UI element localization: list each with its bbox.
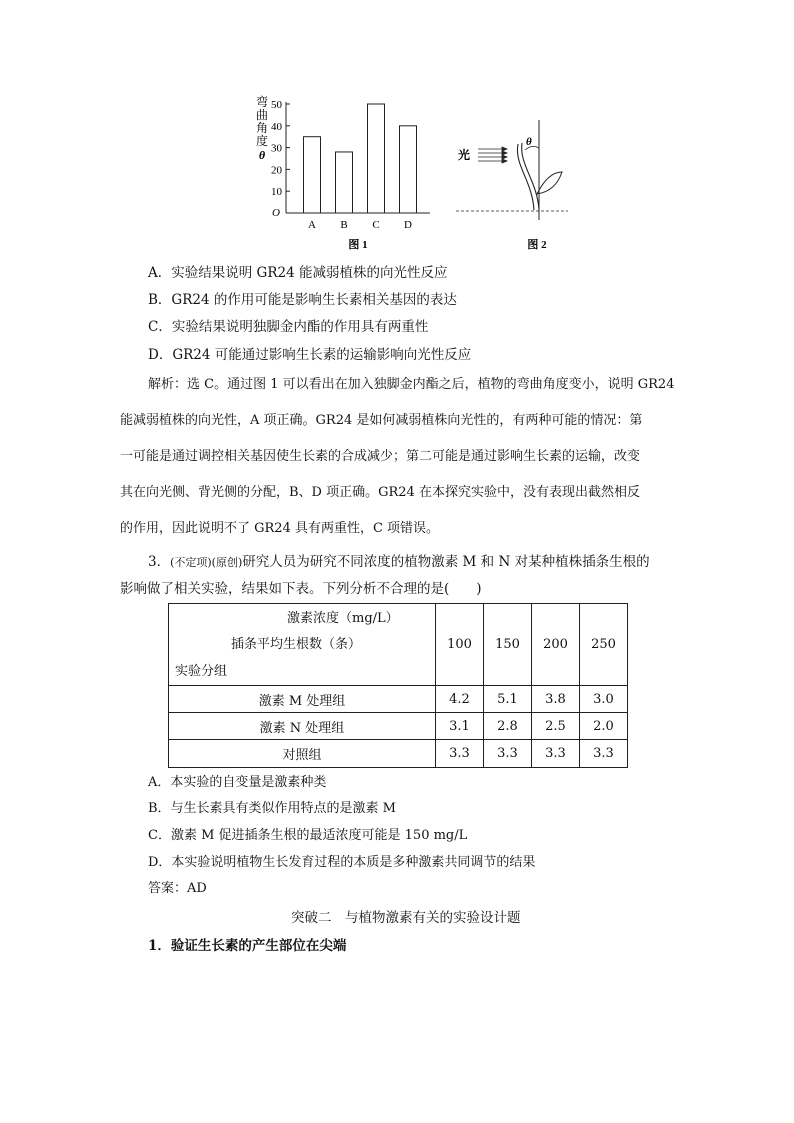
row-label: 激素 N 处理组 — [169, 713, 436, 740]
q2-option-b: B．GR24 的作用可能是影响生长素相关基因的表达 — [148, 292, 457, 308]
table-cell: 3.3 — [484, 740, 532, 768]
table-cell: 3.8 — [532, 686, 580, 713]
table-cell: 3.0 — [580, 686, 628, 713]
plant-stem-edge — [522, 143, 539, 210]
column-header: 150 — [484, 604, 532, 686]
figure-2-diagram — [452, 110, 577, 260]
q3-option-c: C．激素 M 促进插条生根的最适浓度可能是 150 mg/L — [148, 828, 468, 843]
bar-a — [304, 137, 321, 213]
analysis-line-5: 的作用，因此说明不了 GR24 具有两重性，C 项错误。 — [120, 521, 440, 536]
q3-text-1: 研究人员为研究不同浓度的植物激素 M 和 N 对某种植株插条生根的 — [242, 554, 650, 570]
analysis-text-1: 通过图 1 可以看出在加入独脚金内酯之后，植物的弯曲角度变小，说明 GR24 — [227, 377, 675, 392]
column-header: 100 — [436, 604, 484, 686]
table-row — [169, 686, 628, 713]
section-item-1: 1．验证生长素的产生部位在尖端 — [148, 938, 347, 954]
q3-option-d: D．本实验说明植物生长发育过程的本质是多种激素共同调节的结果 — [148, 855, 536, 870]
header-rootcount-label: 插条平均生根数（条） — [231, 637, 362, 652]
table-cell: 3.3 — [580, 740, 628, 768]
table-header-diagonal — [169, 604, 436, 686]
x-tick-label: A — [308, 219, 316, 231]
analysis-line-4: 其在向光侧、背光侧的分配，B、D 项正确。GR24 在本探究实验中，没有表现出截然相反 — [120, 485, 640, 500]
header-concentration-label: 激素浓度（mg/L） — [287, 611, 399, 626]
light-arrows — [478, 147, 507, 163]
x-tick-label: D — [404, 219, 412, 231]
q2-option-a: A．实验结果说明 GR24 能减弱植株的向光性反应 — [148, 265, 448, 281]
q3-stem-line-1 — [148, 550, 650, 570]
y-tick-label: 30 — [271, 142, 282, 155]
bar-d — [400, 126, 417, 213]
table-cell: 3.1 — [436, 713, 484, 740]
plant-stem — [517, 144, 534, 210]
bar-c — [368, 104, 385, 213]
analysis-line-1 — [148, 373, 674, 392]
origin-label: O — [272, 207, 280, 219]
q3-option-b: B．与生长素具有类似作用特点的是激素 M — [148, 801, 396, 816]
plant-leaf — [537, 172, 562, 194]
table-cell: 2.5 — [532, 713, 580, 740]
y-axis-label — [256, 94, 268, 162]
figure-1-bar-chart — [250, 90, 440, 260]
table-header-row — [169, 604, 628, 686]
bar-b — [336, 152, 353, 213]
ylabel-theta: θ — [258, 148, 266, 162]
section-title: 突破二 与植物激素有关的实验设计题 — [291, 910, 521, 926]
light-label: 光 — [458, 148, 471, 162]
table-cell: 3.3 — [532, 740, 580, 768]
q3-tag: (不定项)(原创) — [170, 556, 243, 569]
table-cell: 4.2 — [436, 686, 484, 713]
q3-stem-line-2: 影响做了相关实验，结果如下表。下列分析不合理的是( ) — [120, 581, 482, 597]
y-tick-label: 50 — [271, 99, 282, 111]
ylabel-char-2: 曲 — [255, 108, 269, 122]
row-label: 激素 M 处理组 — [169, 686, 436, 713]
table-row — [169, 740, 628, 768]
q3-data-table — [168, 603, 628, 768]
ylabel-char-3: 角 — [255, 121, 269, 135]
table-cell: 2.8 — [484, 713, 532, 740]
ylabel-char-4: 度 — [255, 134, 269, 148]
table-cell: 3.3 — [436, 740, 484, 768]
header-group-label: 实验分组 — [175, 664, 228, 679]
q2-option-c: C．实验结果说明独脚金内酯的作用具有两重性 — [148, 319, 429, 335]
figure-2-caption: 图 2 — [527, 239, 547, 251]
q3-option-a: A．本实验的自变量是激素种类 — [148, 775, 327, 790]
table-row — [169, 713, 628, 740]
column-header: 200 — [532, 604, 580, 686]
theta-label: θ — [526, 136, 532, 148]
x-tick-label: C — [372, 219, 380, 231]
q2-option-d: D．GR24 可能通过影响生长素的运输影响向光性反应 — [148, 347, 472, 363]
table-cell: 2.0 — [580, 713, 628, 740]
figure-1-caption: 图 1 — [348, 239, 368, 251]
y-tick-label: 40 — [271, 120, 282, 133]
y-tick-label: 20 — [271, 164, 282, 177]
x-tick-label: B — [340, 219, 348, 231]
q3-answer: 答案：AD — [148, 881, 207, 896]
ylabel-char-1: 弯 — [255, 95, 269, 109]
column-header: 250 — [580, 604, 628, 686]
y-tick-label: 10 — [271, 186, 282, 199]
analysis-line-3: 一可能是通过调控相关基因使生长素的合成减少；第二可能是通过影响生长素的运输，改变 — [120, 449, 641, 464]
table-cell: 5.1 — [484, 686, 532, 713]
row-label: 对照组 — [169, 740, 436, 768]
q3-number: 3． — [148, 554, 171, 570]
analysis-lead: 解析：选 C。 — [148, 377, 228, 392]
analysis-line-2: 能减弱植株的向光性，A 项正确。GR24 是如何减弱植株向光性的，有两种可能的情况：第 — [120, 413, 643, 428]
